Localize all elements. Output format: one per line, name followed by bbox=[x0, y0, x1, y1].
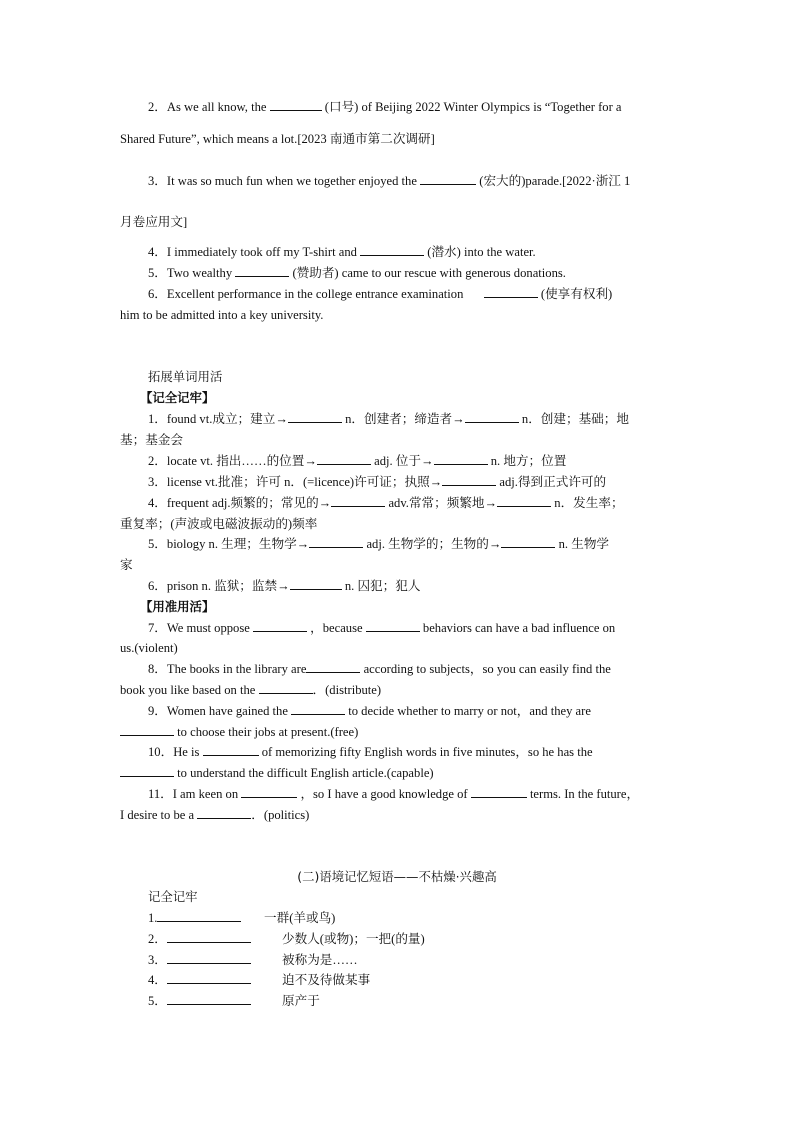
q4-text-post: (潜水) into the water. bbox=[427, 245, 536, 259]
word-4 bbox=[148, 494, 676, 512]
word-6 bbox=[148, 577, 676, 595]
q3-text-post: (宏大的)parade.[2022·浙江 1 bbox=[479, 174, 631, 188]
q6-blank[interactable] bbox=[484, 285, 538, 298]
usage-7 bbox=[148, 619, 676, 637]
q4-text: 4．I immediately took off my T-shirt and bbox=[148, 245, 357, 259]
w6-blank-1[interactable] bbox=[290, 577, 342, 590]
w4-blank-2[interactable] bbox=[497, 494, 551, 507]
question-2-line2: Shared Future”, which means a lot.[2023 南通市第二次调研] bbox=[120, 132, 435, 146]
phrase-blank[interactable] bbox=[167, 930, 251, 943]
usage-10-line2 bbox=[120, 764, 676, 782]
phrase-blank[interactable] bbox=[157, 909, 241, 922]
question-4 bbox=[148, 243, 676, 261]
usage-11-line2 bbox=[120, 806, 676, 824]
u10-blank-2[interactable] bbox=[120, 764, 174, 777]
q4-blank[interactable] bbox=[360, 243, 424, 256]
subheading-use: 【用准用活】 bbox=[140, 599, 215, 614]
w3-blank-1[interactable] bbox=[442, 473, 496, 486]
u11-text-d: I desire to be a bbox=[120, 808, 195, 822]
usage-7-line2: us.(violent) bbox=[120, 641, 178, 655]
w2-blank-2[interactable] bbox=[434, 452, 488, 465]
q3-blank[interactable] bbox=[420, 172, 476, 185]
phrase-blank[interactable] bbox=[167, 992, 251, 1005]
phrase-meaning: 少数人(或物)；一把(的量) bbox=[282, 932, 425, 946]
u8-text-a: 8．The books in the library are bbox=[148, 662, 307, 676]
phrase-item bbox=[148, 992, 251, 1010]
subheading-phrases-remember: 记全记牢 bbox=[148, 889, 198, 904]
w4-text-a: 4．frequent adj.频繁的；常见的→ bbox=[148, 496, 332, 510]
w2-text-b: adj. 位于→ bbox=[374, 454, 434, 468]
u9-blank-2[interactable] bbox=[120, 723, 174, 736]
subheading-remember: 【记全记牢】 bbox=[140, 390, 215, 405]
w4-blank-1[interactable] bbox=[331, 494, 385, 507]
u11-text-b: ，so I have a good knowledge of bbox=[300, 787, 468, 801]
phrase-item bbox=[148, 951, 251, 969]
w4-text-c: n．发生率； bbox=[554, 496, 624, 510]
w2-text-c: n. 地方；位置 bbox=[490, 454, 567, 468]
phrase-meaning: 被称为是…… bbox=[282, 953, 358, 967]
phrase-number: 2． bbox=[148, 932, 167, 946]
section-title-phrases: (二)语境记忆短语——不枯燥·兴趣高 bbox=[297, 869, 497, 884]
u9-text-c: to choose their jobs at present.(free) bbox=[177, 725, 359, 739]
u7-blank-2[interactable] bbox=[366, 619, 420, 632]
phrase-number: 3． bbox=[148, 953, 167, 967]
usage-11 bbox=[148, 785, 676, 803]
word-2 bbox=[148, 452, 676, 470]
word-4-line2: 重复率；(声波或电磁波振动的)频率 bbox=[120, 517, 318, 531]
u8-text-d: ．(distribute) bbox=[312, 683, 382, 697]
u9-text-a: 9．Women have gained the bbox=[148, 704, 288, 718]
w2-text-a: 2．locate vt. 指出……的位置→ bbox=[148, 454, 317, 468]
question-5 bbox=[148, 264, 676, 282]
u7-text-b: ，because bbox=[310, 621, 363, 635]
word-5-line2: 家 bbox=[120, 558, 133, 572]
u8-blank-2[interactable] bbox=[259, 681, 313, 694]
q5-blank[interactable] bbox=[235, 264, 289, 277]
u10-text-a: 10．He is bbox=[148, 745, 200, 759]
phrase-item bbox=[148, 909, 241, 927]
w2-blank-1[interactable] bbox=[317, 452, 371, 465]
question-2 bbox=[148, 98, 676, 116]
phrase-meaning: 迫不及待做某事 bbox=[282, 973, 371, 987]
section-title-expand-words: 拓展单词用活 bbox=[148, 369, 223, 384]
word-1-line2: 基；基金会 bbox=[120, 433, 183, 447]
question-3 bbox=[148, 172, 676, 190]
u7-text-a: 7．We must oppose bbox=[148, 621, 250, 635]
u8-blank-1[interactable] bbox=[306, 660, 360, 673]
w1-text-b: n．创建者；缔造者→ bbox=[345, 412, 465, 426]
word-5 bbox=[148, 535, 676, 553]
phrase-meaning: 原产于 bbox=[282, 994, 320, 1008]
u11-blank-3[interactable] bbox=[197, 806, 251, 819]
q6-text-post: (使享有权利) bbox=[540, 287, 613, 301]
phrase-number: 1. bbox=[148, 911, 158, 925]
w3-text-a: 3．license vt.批准；许可 n．(=licence)许可证；执照→ bbox=[148, 475, 443, 489]
w6-text-b: n. 囚犯；犯人 bbox=[344, 579, 421, 593]
question-6 bbox=[148, 285, 676, 303]
phrase-meaning: 一群(羊或鸟) bbox=[264, 911, 336, 925]
u10-text-c: to understand the difficult English article.(capable) bbox=[177, 766, 434, 780]
u9-blank-1[interactable] bbox=[291, 702, 345, 715]
u8-text-c: book you like based on the bbox=[120, 683, 256, 697]
phrase-item bbox=[148, 930, 251, 948]
w6-text-a: 6．prison n. 监狱；监禁→ bbox=[148, 579, 290, 593]
word-3 bbox=[148, 473, 676, 491]
q2-text-post: (口号) of Beijing 2022 Winter Olympics is “Together for a bbox=[324, 100, 622, 114]
u10-text-b: of memorizing fifty English words in five minutes，so he has the bbox=[261, 745, 593, 759]
usage-9-line2 bbox=[120, 723, 676, 741]
phrase-number: 5． bbox=[148, 994, 167, 1008]
w1-text-a: 1．found vt.成立；建立→ bbox=[148, 412, 288, 426]
u10-blank-1[interactable] bbox=[203, 743, 259, 756]
w5-text-c: n. 生物学 bbox=[558, 537, 609, 551]
phrase-blank[interactable] bbox=[167, 951, 251, 964]
w5-blank-1[interactable] bbox=[309, 535, 363, 548]
u11-text-a: 11．I am keen on bbox=[148, 787, 239, 801]
w3-text-b: adj.得到正式许可的 bbox=[499, 475, 607, 489]
phrase-blank[interactable] bbox=[167, 971, 251, 984]
q5-text: 5．Two wealthy bbox=[148, 266, 233, 280]
u9-text-b: to decide whether to marry or not，and they are bbox=[348, 704, 591, 718]
phrase-item bbox=[148, 971, 251, 989]
q3-text: 3．It was so much fun when we together enjoyed the bbox=[148, 174, 417, 188]
w5-text-b: adj. 生物学的；生物的→ bbox=[366, 537, 502, 551]
phrase-number: 4． bbox=[148, 973, 167, 987]
q6-text: 6．Excellent performance in the college entrance examination bbox=[148, 287, 464, 301]
u11-text-c: terms. In the future， bbox=[529, 787, 640, 801]
u11-blank-1[interactable] bbox=[241, 785, 297, 798]
usage-8 bbox=[148, 660, 676, 678]
u8-text-b: according to subjects，so you can easily find the bbox=[363, 662, 611, 676]
word-1 bbox=[148, 410, 676, 428]
w1-text-c: n．创建；基础；地 bbox=[521, 412, 629, 426]
usage-9 bbox=[148, 702, 676, 720]
q2-blank[interactable] bbox=[270, 98, 322, 111]
w5-blank-2[interactable] bbox=[501, 535, 555, 548]
u7-text-c: behaviors can have a bad influence on bbox=[422, 621, 616, 635]
w1-blank-1[interactable] bbox=[288, 410, 342, 423]
question-6-line2: him to be admitted into a key university. bbox=[120, 308, 324, 322]
w1-blank-2[interactable] bbox=[465, 410, 519, 423]
question-3-line2: 月卷应用文] bbox=[120, 215, 188, 229]
u7-blank-1[interactable] bbox=[253, 619, 307, 632]
usage-10 bbox=[148, 743, 676, 761]
w5-text-a: 5．biology n. 生理；生物学→ bbox=[148, 537, 310, 551]
u11-blank-2[interactable] bbox=[471, 785, 527, 798]
q2-text: 2．As we all know, the bbox=[148, 100, 267, 114]
w4-text-b: adv.常常；频繁地→ bbox=[388, 496, 498, 510]
u11-text-e: ．(politics) bbox=[251, 808, 310, 822]
usage-8-line2 bbox=[120, 681, 676, 699]
q5-text-post: (赞助者) came to our rescue with generous donations. bbox=[292, 266, 566, 280]
